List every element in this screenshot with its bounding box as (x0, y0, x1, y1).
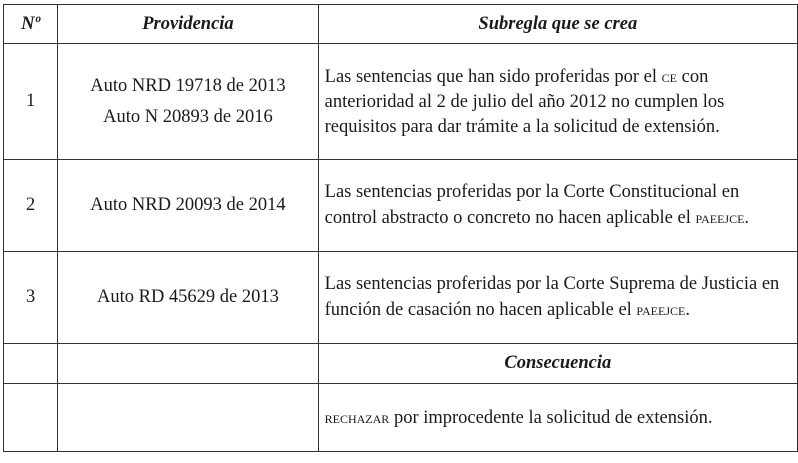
subregla-text: Las sentencias que han sido proferidas por el (324, 66, 662, 87)
header-row (4, 5, 798, 44)
subregla-text-end: . (685, 300, 690, 320)
table-row (4, 252, 798, 344)
header-subregla: Subregla que se crea (318, 5, 797, 44)
consecuencia-label: Consecuencia (318, 344, 797, 384)
consecuencia-header-row (4, 344, 798, 384)
row-num: 2 (4, 160, 58, 252)
subregla-text: Las sentencias proferidas por la Corte Suprema de Justicia en función de casación no hacen aplicable el (324, 274, 780, 320)
empty-cell (4, 384, 58, 452)
row-num: 1 (4, 44, 58, 160)
subrules-table (3, 4, 798, 452)
consecuencia-abbrev: rechazar (324, 407, 390, 427)
document-table-wrapper (3, 4, 798, 452)
row-providencia (58, 44, 318, 160)
providencia-line: Auto NRD 20093 de 2014 (90, 195, 286, 215)
subregla-abbrev: paeejce (695, 208, 745, 227)
subregla-text: Las sentencias proferidas por la Corte Constitucional en control abstracto o concreto no hacen aplicable el (324, 182, 740, 228)
consecuencia-text (318, 384, 797, 452)
subregla-text-end: con anterioridad al 2 de julio del año 2012 no cumplen los requisitos para dar trámite a la solicitud de extensión. (324, 66, 725, 137)
row-subregla (318, 252, 797, 344)
header-num: Nº (4, 5, 58, 44)
empty-cell (58, 384, 318, 452)
providencia-line: Auto NRD 19718 de 2013 (90, 75, 286, 96)
empty-cell (4, 344, 58, 384)
row-providencia (58, 160, 318, 252)
row-num: 3 (4, 252, 58, 344)
subregla-abbrev: ce (661, 66, 677, 86)
table-row (4, 44, 798, 160)
table-row (4, 160, 798, 252)
empty-cell (58, 344, 318, 384)
header-providencia: Providencia (58, 5, 318, 44)
subregla-abbrev: paeejce (636, 300, 686, 319)
consecuencia-text-end: por improcedente la solicitud de extensión. (389, 407, 713, 428)
row-subregla (318, 44, 797, 160)
providencia-line: Auto RD 45629 de 2013 (96, 287, 279, 307)
providencia-line: Auto N 20893 de 2016 (103, 106, 273, 127)
subregla-text-end: . (744, 208, 750, 228)
row-providencia (58, 252, 318, 344)
consecuencia-row (4, 384, 798, 452)
row-subregla (318, 160, 797, 252)
